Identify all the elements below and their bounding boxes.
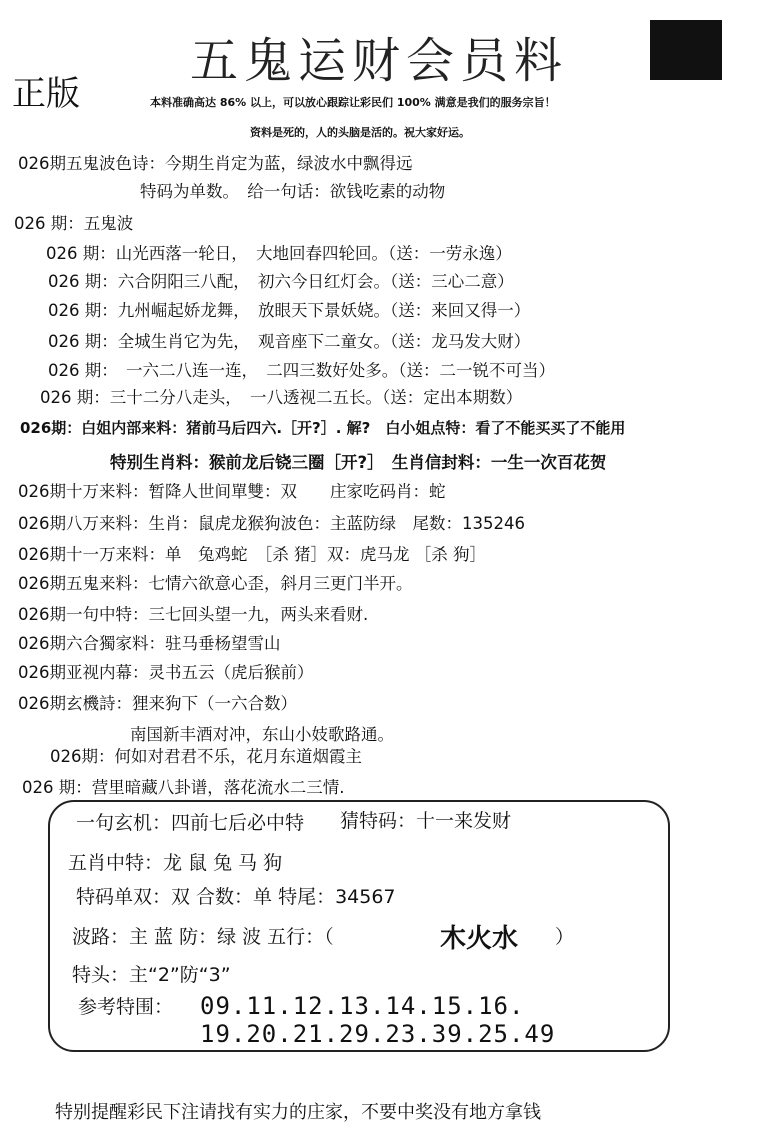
tip-line: 026期玄機詩：狸来狗下（一六合数）	[18, 694, 297, 713]
tip-line: 026期五鬼来料：七情六欲意心歪，斜月三更门半开。	[18, 574, 413, 593]
footer-warning: 特别提醒彩民下注请找有实力的庄家，不要中奖没有地方拿钱	[55, 1102, 541, 1123]
poem-line: 南国新丰酒对冲，东山小妓歌路通。	[130, 725, 394, 744]
black-logo-block	[650, 20, 722, 80]
poem-line: 026期五鬼波色诗：今期生肖定为蓝，绿波水中飘得远	[18, 154, 413, 173]
hint-line: 特码为单数。 给一句话：欲钱吃素的动物	[140, 182, 446, 201]
five-zodiac-text: 五肖中特：龙 鼠 兔 马 狗	[68, 852, 283, 874]
guess-text: 猜特码：十一来发财	[340, 810, 512, 832]
elements-text: 木火水	[440, 924, 519, 954]
accuracy-claim: 本料准确高达 86% 以上，可以放心跟踪让彩民们 100% 满意是我们的服务宗旨！	[150, 96, 556, 109]
poem-line: 026 期：营里暗藏八卦谱，落花流水二三情.	[22, 778, 345, 797]
range-numbers-2: 19.20.21.29.23.39.25.49	[200, 1020, 556, 1048]
tip-line: 026期十一万来料：单 兔鸡蛇 ［杀 猪］双：虎马龙 ［杀 狗］	[18, 545, 486, 564]
head-text: 特头：主“2”防“3”	[72, 964, 231, 986]
verse-line: 026 期： 一六二八连一连， 二四三数好处多。（送：二一锐不可当）	[48, 361, 555, 380]
close-paren: ）	[555, 926, 575, 948]
range-numbers-1: 09.11.12.13.14.15.16.	[200, 992, 525, 1020]
tip-line: 026期六合獨家料：驻马垂杨望雪山	[18, 634, 281, 653]
range-label: 参考特围：	[78, 996, 174, 1018]
section-label: 026 期：五鬼波	[14, 214, 134, 233]
verse-line: 026 期：六合阴阳三八配， 初六今日红灯会。（送：三心二意）	[48, 272, 514, 291]
tip-line: 026期十万来料：暂降人世间單雙：双 庄家吃码肖：蛇	[18, 482, 446, 501]
summary-box	[48, 800, 670, 1052]
zodiac-line: 特别生肖料：猴前龙后铙三圈［开?］ 生肖信封料：一生一次百花贺	[110, 453, 607, 472]
verse-line: 026 期：全城生肖它为先， 观音座下二童女。（送：龙马发大财）	[48, 332, 531, 351]
verse-line: 026 期：三十二分八走头， 一八透视二五长。（送：定出本期数）	[40, 388, 523, 407]
insider-line: 026期：白姐内部来料：猪前马后四六.［开?］. 解? 白小姐点特：看了不能买买了不能用	[20, 419, 626, 437]
edition-label: 正版	[12, 74, 80, 114]
riddle-text: 一句玄机：四前七后必中特	[76, 812, 305, 834]
tip-line: 026期亚视内幕：灵书五云（虎后猴前）	[18, 663, 314, 682]
tip-line: 026期八万来料：生肖：鼠虎龙猴狗波色：主蓝防绿 尾数：135246	[18, 514, 525, 533]
page-title: 五鬼运财会员料	[190, 33, 569, 89]
motto: 资料是死的，人的头脑是活的。祝大家好运。	[250, 126, 470, 139]
verse-line: 026 期：山光西落一轮日， 大地回春四轮回。（送：一劳永逸）	[46, 244, 512, 263]
odd-even-text: 特码单双：双 合数：单 特尾：34567	[76, 886, 396, 908]
poem-line: 026期：何如对君君不乐，花月东道烟霞主	[50, 747, 362, 766]
tip-line: 026期一句中特：三七回头望一九，两头来看财.	[18, 605, 369, 624]
wave-text: 波路：主 蓝 防：绿 波 五行：（	[72, 926, 334, 948]
verse-line: 026 期：九州崛起娇龙舞， 放眼天下景妖娆。（送：来回又得一）	[48, 301, 531, 320]
